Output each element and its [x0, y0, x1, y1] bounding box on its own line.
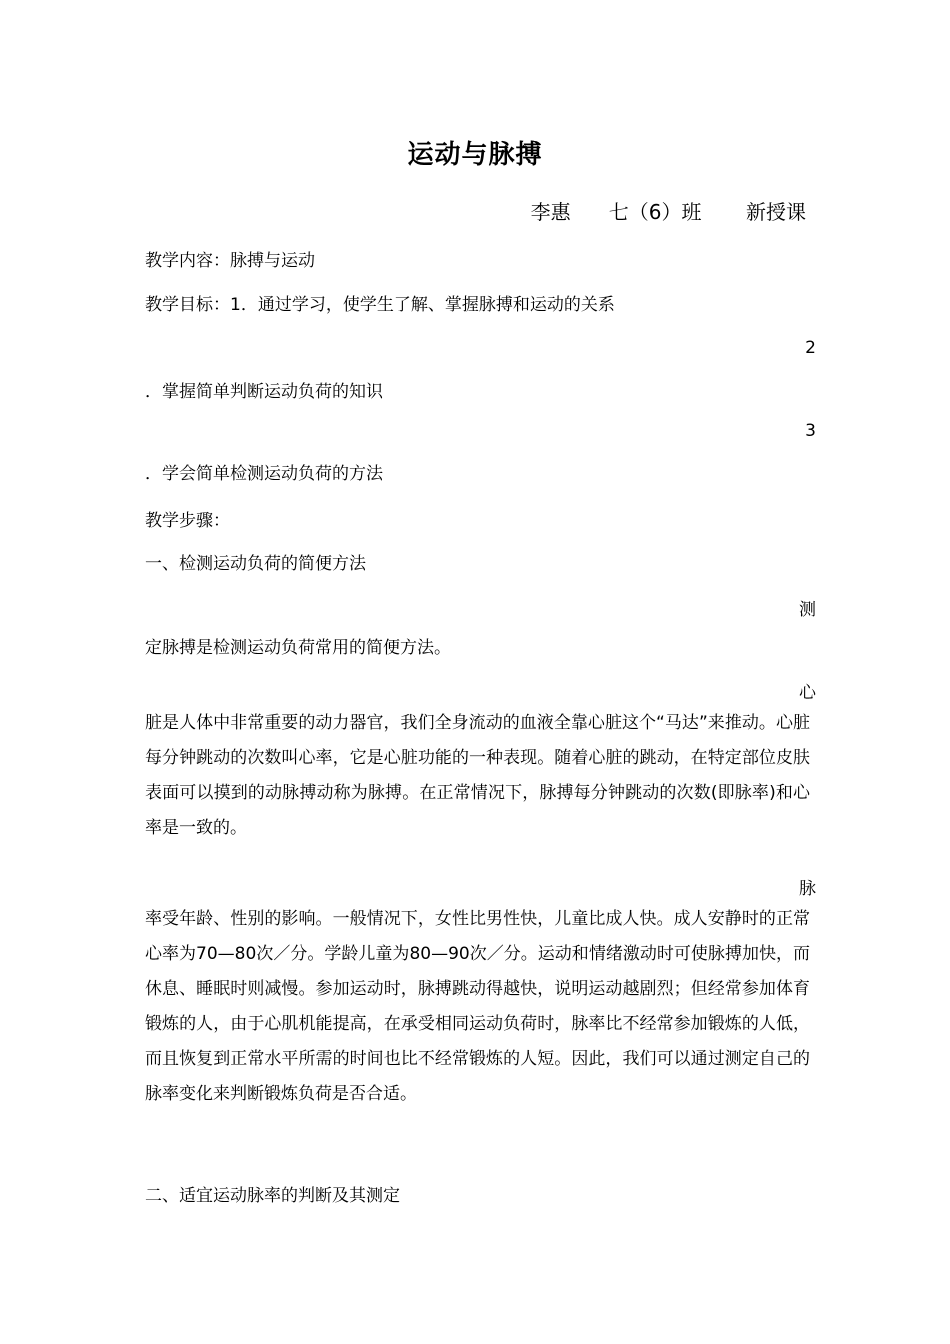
teaching-goal-3-number: 3: [805, 421, 816, 441]
teaching-goal-2-number: 2: [805, 338, 816, 358]
paragraph-3: 率受年龄、性别的影响。一般情况下，女性比男性快，儿童比成人快。成人安静时的正常心率为70—80次／分。学龄儿童为80—90次／分。运动和情绪激动时可使脉搏加快，而休息、睡眠时则减慢。参加运动时，脉搏跳动得越快，说明运动越剧烈；但经常参加体育锻炼的人，由于心肌机能提高，在承受相同运动负荷时，脉率比不经常参加锻炼的人低，而且恢复到正常水平所需的时间也比不经常锻炼的人短。因此，我们可以通过测定自己的脉率变化来判断锻炼负荷是否合适。: [145, 909, 810, 1104]
teaching-goal-1: 教学目标：1．通过学习，使学生了解、掌握脉搏和运动的关系: [145, 295, 615, 315]
section-2-heading: 二、适宜运动脉率的判断及其测定: [145, 1186, 400, 1206]
byline: [531, 196, 806, 225]
teacher-name: 李惠: [530, 200, 571, 224]
teaching-steps-label: 教学步骤：: [145, 511, 230, 531]
paragraph-3-first-char: 脉: [799, 879, 816, 899]
teaching-goal-2-text: ．掌握简单判断运动负荷的知识: [145, 382, 383, 402]
paragraph-2-first-char: 心: [799, 683, 816, 703]
teaching-content: 教学内容：脉搏与运动: [145, 251, 315, 271]
paragraph-1: 定脉搏是检测运动负荷常用的简便方法。: [145, 638, 451, 658]
teaching-goal-3-text: ．学会简单检测运动负荷的方法: [145, 464, 383, 484]
section-1-heading: 一、检测运动负荷的简便方法: [145, 554, 366, 574]
document-title: 运动与脉搏: [407, 140, 543, 170]
lesson-type: 新授课: [746, 200, 806, 224]
paragraph-1-first-char: 测: [799, 600, 816, 620]
class-name: 七（6）班: [608, 200, 702, 224]
paragraph-2: 脏是人体中非常重要的动力器官，我们全身流动的血液全靠心脏这个“马达”来推动。心脏每分钟跳动的次数叫心率，它是心脏功能的一种表现。随着心脏的跳动，在特定部位皮肤表面可以摸到的动脉搏动称为脉搏。在正常情况下，脉搏每分钟跳动的次数(即脉率)和心率是一致的。: [145, 713, 810, 838]
